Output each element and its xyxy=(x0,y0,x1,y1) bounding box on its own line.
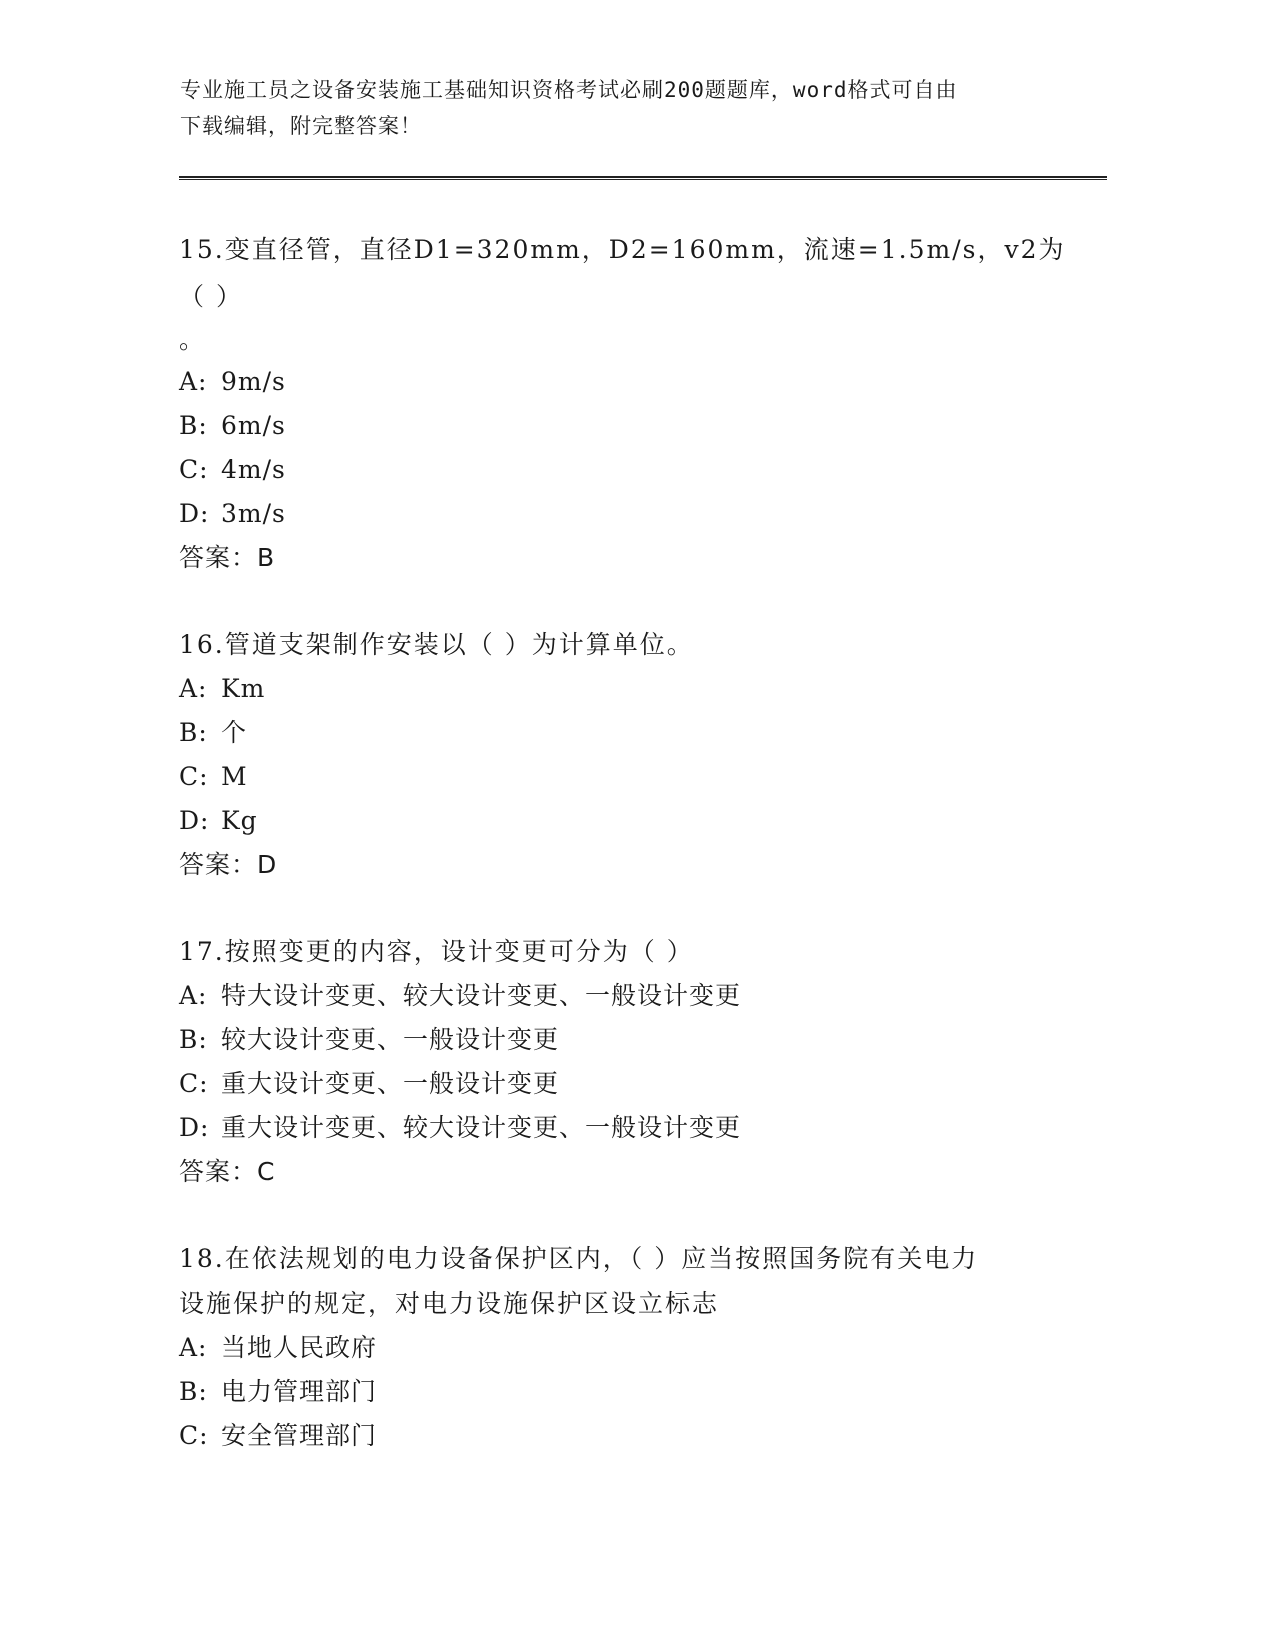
option-letter: B: xyxy=(179,1377,208,1406)
answer-line: 答案：C xyxy=(179,1157,276,1186)
option-letter: D: xyxy=(179,499,210,528)
header-title-line-2: 下载编辑，附完整答案！ xyxy=(180,114,422,138)
question-stem-tail: 。 xyxy=(179,325,207,354)
option-list xyxy=(179,974,1079,1150)
option-text: 3m/s xyxy=(221,499,286,528)
option-a xyxy=(179,360,1079,404)
option-a xyxy=(179,667,1079,711)
option-text: 6m/s xyxy=(221,411,286,440)
option-text: 特大设计变更、较大设计变更、一般设计变更 xyxy=(221,981,742,1010)
option-text: 重大设计变更、较大设计变更、一般设计变更 xyxy=(221,1113,742,1142)
option-letter: B: xyxy=(179,718,208,747)
option-letter: A: xyxy=(179,674,208,703)
option-letter: B: xyxy=(179,411,208,440)
question-stem: 15.变直径管，直径D1=320mm，D2=160mm，流速=1.5m/s，v2为（ ） xyxy=(179,235,1066,311)
option-text: 安全管理部门 xyxy=(221,1421,378,1450)
answer-line: 答案：D xyxy=(179,850,278,879)
option-text: 当地人民政府 xyxy=(221,1333,378,1362)
document-header xyxy=(180,72,1080,144)
option-list xyxy=(179,1326,1079,1458)
question-15 xyxy=(179,226,1079,580)
option-text: Kg xyxy=(221,806,258,835)
option-list xyxy=(179,667,1079,843)
option-text: 个 xyxy=(221,718,248,747)
option-text: 重大设计变更、一般设计变更 xyxy=(221,1069,560,1098)
option-letter: A: xyxy=(179,981,208,1010)
option-text: 9m/s xyxy=(221,367,286,396)
header-divider xyxy=(179,176,1107,180)
option-c xyxy=(179,1414,1079,1458)
option-d xyxy=(179,492,1079,536)
option-b xyxy=(179,1370,1079,1414)
option-text: 4m/s xyxy=(221,455,286,484)
option-letter: A: xyxy=(179,1333,208,1362)
option-letter: C: xyxy=(179,762,209,791)
option-text: 电力管理部门 xyxy=(221,1377,378,1406)
answer-line: 答案：B xyxy=(179,543,276,572)
header-title-line-1: 专业施工员之设备安装施工基础知识资格考试必刷200题题库，word格式可自由 xyxy=(180,78,958,102)
option-letter: C: xyxy=(179,1069,209,1098)
option-a xyxy=(179,974,1079,1018)
option-a xyxy=(179,1326,1079,1370)
option-d xyxy=(179,1106,1079,1150)
option-letter: D: xyxy=(179,1113,210,1142)
option-letter: C: xyxy=(179,455,209,484)
question-stem: 16.管道支架制作安装以（ ）为计算单位。 xyxy=(179,630,694,659)
question-stem-line-2: 设施保护的规定，对电力设施保护区设立标志 xyxy=(179,1289,720,1318)
option-letter: B: xyxy=(179,1025,208,1054)
option-c xyxy=(179,755,1079,799)
option-list xyxy=(179,360,1079,536)
question-17 xyxy=(179,929,1079,1194)
option-c xyxy=(179,448,1079,492)
question-list xyxy=(179,226,1079,1500)
option-d xyxy=(179,799,1079,843)
option-letter: D: xyxy=(179,806,210,835)
question-18 xyxy=(179,1236,1079,1458)
option-letter: C: xyxy=(179,1421,209,1450)
option-b xyxy=(179,1018,1079,1062)
option-text: M xyxy=(221,762,248,791)
question-16 xyxy=(179,622,1079,887)
question-stem: 17.按照变更的内容，设计变更可分为（ ） xyxy=(179,937,694,966)
option-text: Km xyxy=(221,674,266,703)
question-stem: 18.在依法规划的电力设备保护区内，（ ）应当按照国务院有关电力 xyxy=(179,1244,979,1273)
option-b xyxy=(179,711,1079,755)
option-letter: A: xyxy=(179,367,208,396)
option-b xyxy=(179,404,1079,448)
option-c xyxy=(179,1062,1079,1106)
option-text: 较大设计变更、一般设计变更 xyxy=(221,1025,560,1054)
